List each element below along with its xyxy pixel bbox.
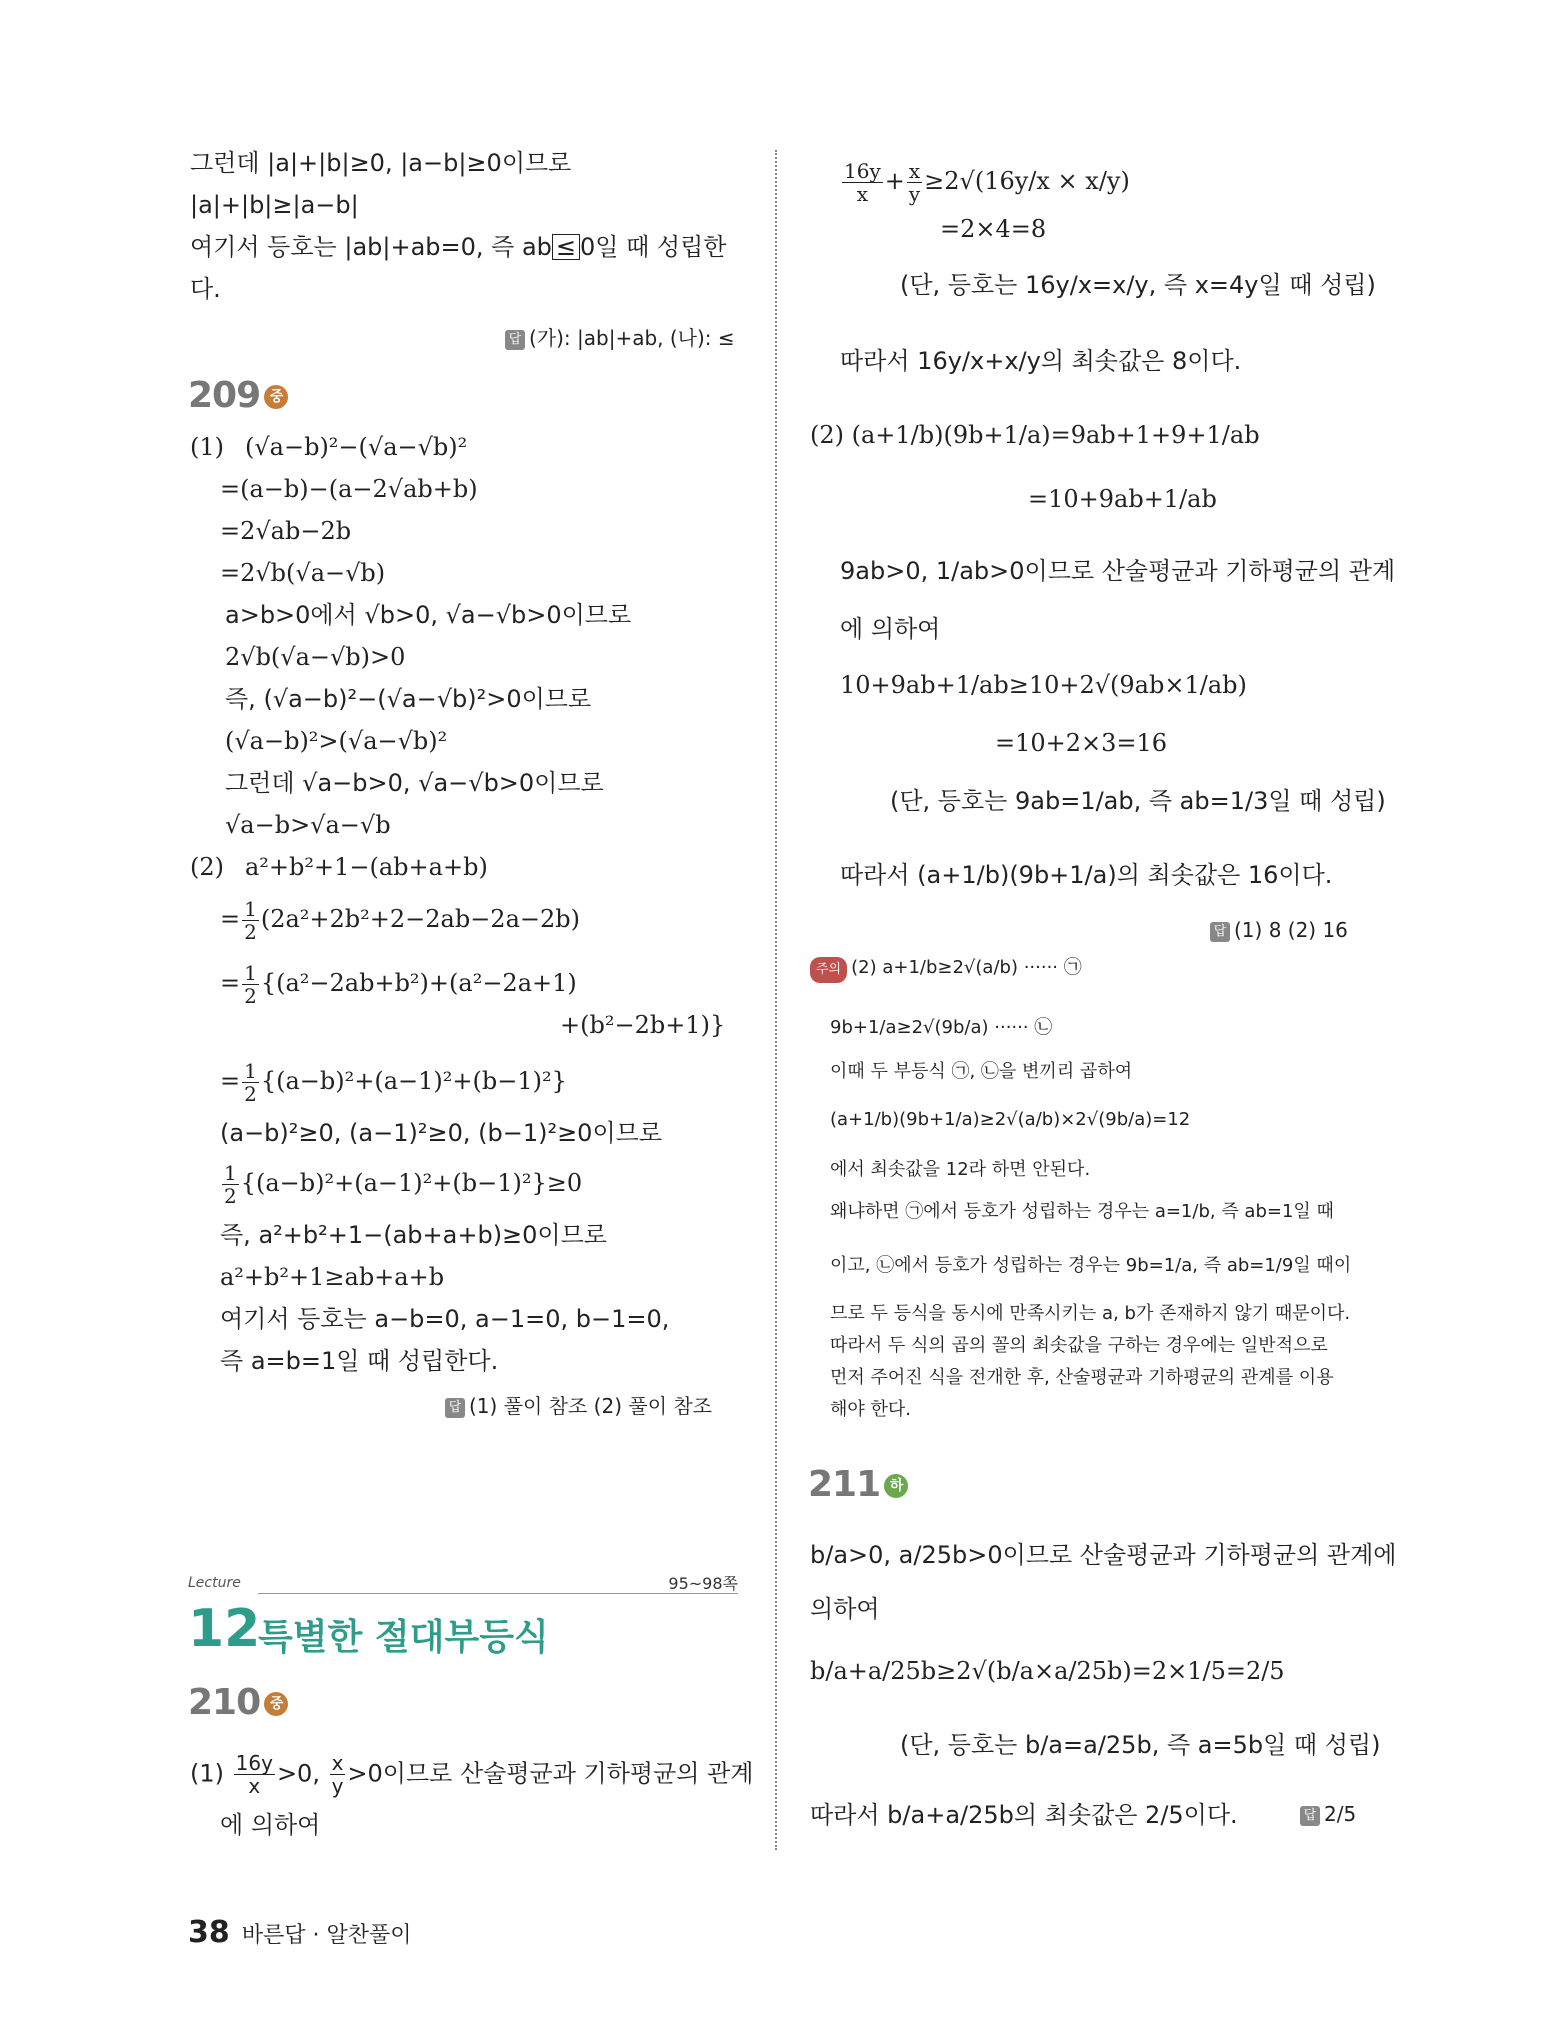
expr: {(a−b)²+(a−1)²+(b−1)²}≥0 xyxy=(240,1169,583,1197)
answer-210-text: (1) 8 (2) 16 xyxy=(1234,918,1348,942)
r-line-1: $\frac{16y}{x}$ + $\frac{x}{y}$ ≥2√(16y/x × x/y) xyxy=(844,159,1130,206)
p210-line-2: 에 의하여 xyxy=(220,1811,321,1839)
part-1-label: (1) xyxy=(190,433,224,461)
level-badge: 하 xyxy=(884,1474,908,1498)
lecture-label: Lecture xyxy=(188,1575,241,1591)
denominator: 2 xyxy=(244,1082,257,1106)
numerator: x xyxy=(907,160,922,183)
intro-line-3a: 여기서 등호는 |ab|+ab=0, 즉 ab xyxy=(190,233,552,261)
caution-line-3: 이때 두 부등식 ㉠, ㉡을 변끼리 곱하여 xyxy=(830,1061,1133,1082)
intro-line-2: |a|+|b|≥|a−b| xyxy=(190,191,359,219)
eq-209-2: =(a−b)−(a−2√ab+b) xyxy=(220,475,478,503)
caution-line-7: 이고, ㉡에서 등호가 성립하는 경우는 9b=1/a, 즉 ab=1/9일 때이 xyxy=(830,1255,1352,1276)
p210-text-2: >0이므로 산술평균과 기하평균의 관계 xyxy=(347,1759,754,1788)
lecture-rule xyxy=(258,1593,738,1594)
eq-209-p2-6: (a−b)²≥0, (a−1)²≥0, (b−1)²≥0이므로 xyxy=(220,1119,662,1147)
denominator: y xyxy=(908,182,921,206)
p210-text-1: >0, xyxy=(276,1759,328,1788)
caution-line-10: 먼저 주어진 식을 전개한 후, 산술평균과 기하평균의 관계를 이용 xyxy=(830,1367,1334,1388)
r-line-2: =2×4=8 xyxy=(940,215,1047,243)
caution-line-4: (a+1/b)(9b+1/a)≥2√(a/b)×2√(9b/a)=12 xyxy=(830,1109,1191,1130)
r-line-4: 따라서 16y/x+x/y의 최솟값은 8이다. xyxy=(840,347,1242,375)
numerator: 16y xyxy=(844,159,881,183)
r-line-5: (2) (a+1/b)(9b+1/a)=9ab+1+9+1/ab xyxy=(810,421,1260,449)
eq-209-p2-1: a²+b²+1−(ab+a+b) xyxy=(245,853,488,881)
book-name: 바른답 · 알찬풀이 xyxy=(241,1923,412,1948)
page-number: 38 xyxy=(188,1915,230,1950)
denominator: y xyxy=(331,1774,344,1798)
eq-209-p2-7 xyxy=(220,1162,582,1207)
expr: (2a²+2b²+2−2ab−2a−2b) xyxy=(260,905,580,933)
answer-icon: 답 xyxy=(445,1398,465,1418)
equals-sign: = xyxy=(220,969,241,997)
r-line-9: 10+9ab+1/ab≥10+2√(9ab×1/ab) xyxy=(840,671,1247,699)
s-line-2: 의하여 xyxy=(810,1595,880,1623)
caution-text-1: (2) a+1/b≥2√(a/b) ······ ㉠ xyxy=(851,957,1082,978)
answer-210 xyxy=(1210,918,1348,942)
caution-tag: 주의 xyxy=(810,957,847,983)
numerator: 1 xyxy=(244,961,257,985)
fraction-x-y xyxy=(907,160,922,205)
numerator: 16y xyxy=(235,1751,273,1775)
lecture-number: 12 xyxy=(188,1599,261,1659)
eq-209-p2-9: a²+b²+1≥ab+a+b xyxy=(220,1263,445,1291)
p210-line-1 xyxy=(190,1752,753,1797)
fraction-16y-x xyxy=(234,1752,275,1797)
r-line-7: 9ab>0, 1/ab>0이므로 산술평균과 기하평균의 관계 xyxy=(840,557,1396,585)
eq-209-9: 그런데 √a−b>0, √a−√b>0이므로 xyxy=(225,769,604,797)
intro-line-4: 다. xyxy=(190,275,221,303)
eq-209-1: (√a−b)²−(√a−√b)² xyxy=(245,433,468,461)
denominator: 2 xyxy=(224,1184,237,1208)
numerator: 1 xyxy=(244,897,257,921)
answer-211 xyxy=(1300,1802,1356,1826)
r-line-6: =10+9ab+1/ab xyxy=(1028,485,1217,513)
caution-line-6: 왜냐하면 ㉠에서 등호가 성립하는 경우는 a=1/b, 즉 ab=1일 때 xyxy=(830,1201,1334,1222)
answer-icon: 답 xyxy=(1300,1806,1320,1826)
eq-209-p2-11: 즉 a=b=1일 때 성립한다. xyxy=(220,1347,499,1375)
lecture-title: 특별한 절대부등식 xyxy=(258,1617,549,1658)
eq-209-p2-10: 여기서 등호는 a−b=0, a−1=0, b−1=0, xyxy=(220,1305,670,1333)
fraction-half xyxy=(242,898,259,943)
part-2-label: (2) xyxy=(190,853,224,881)
s-line-4: (단, 등호는 b/a=a/25b, 즉 a=5b일 때 성립) xyxy=(900,1731,1381,1759)
problem-210-number xyxy=(188,1682,288,1723)
r-line-3: (단, 등호는 16y/x=x/y, 즉 x=4y일 때 성립) xyxy=(900,271,1376,299)
intro-line-1: 그런데 |a|+|b|≥0, |a−b|≥0이므로 xyxy=(190,149,572,177)
eq-209-p2-4: +(b²−2b+1)} xyxy=(560,1011,726,1039)
s-line-5: 따라서 b/a+a/25b의 최솟값은 2/5이다. xyxy=(810,1801,1238,1829)
denominator: x xyxy=(248,1774,261,1798)
caution-line-11: 해야 한다. xyxy=(830,1399,911,1420)
answer-208 xyxy=(505,322,735,351)
level-badge: 중 xyxy=(264,385,288,409)
expr: {(a−b)²+(a−1)²+(b−1)²} xyxy=(260,1067,567,1095)
equals-sign: = xyxy=(220,1067,241,1095)
eq-209-6: 2√b(√a−√b)>0 xyxy=(225,643,406,671)
answer-icon: 답 xyxy=(1210,922,1230,942)
intro-line-3b: 0일 때 성립한 xyxy=(580,233,727,261)
problem-210-label: 210 xyxy=(188,1682,261,1723)
fraction-half xyxy=(242,962,259,1007)
page-footer xyxy=(188,1915,412,1950)
fraction-x-y xyxy=(330,1752,346,1797)
caution-line-2: 9b+1/a≥2√(9b/a) ······ ㉡ xyxy=(830,1017,1053,1038)
answer-211-text: 2/5 xyxy=(1324,1802,1357,1826)
answer-208-text: (가): |ab|+ab, (나): ≤ xyxy=(529,326,735,350)
eq-209-p2-8: 즉, a²+b²+1−(ab+a+b)≥0이므로 xyxy=(220,1221,607,1249)
denominator: 2 xyxy=(244,920,257,944)
denominator: x xyxy=(856,182,869,206)
equals-sign: = xyxy=(220,905,241,933)
s-line-1: b/a>0, a/25b>0이므로 산술평균과 기하평균의 관계에 xyxy=(810,1541,1397,1569)
column-divider xyxy=(775,150,777,1850)
s-line-3: b/a+a/25b≥2√(b/a×a/25b)=2×1/5=2/5 xyxy=(810,1657,1285,1685)
eq-209-p2-5 xyxy=(220,1060,567,1105)
answer-209 xyxy=(445,1390,712,1419)
r-line-11: (단, 등호는 9ab=1/ab, 즉 ab=1/3일 때 성립) xyxy=(890,787,1386,815)
part-1-label: (1) xyxy=(190,1759,224,1788)
boxed-symbol: ≤ xyxy=(552,234,580,260)
fraction-half xyxy=(222,1162,239,1207)
eq-209-3: =2√ab−2b xyxy=(220,517,352,545)
denominator: 2 xyxy=(244,984,257,1008)
r-line-12: 따라서 (a+1/b)(9b+1/a)의 최솟값은 16이다. xyxy=(840,861,1333,889)
problem-211-label: 211 xyxy=(808,1464,881,1505)
r-line-1-expr: ≥2√(16y/x × x/y) xyxy=(924,167,1130,195)
eq-209-8: (√a−b)²>(√a−√b)² xyxy=(225,727,448,755)
caution-line-1 xyxy=(810,956,1082,983)
problem-211-number xyxy=(808,1464,908,1505)
eq-209-7: 즉, (√a−b)²−(√a−√b)²>0이므로 xyxy=(225,685,592,713)
eq-209-p2-3 xyxy=(220,962,577,1007)
caution-line-5: 에서 최솟값을 12라 하면 안된다. xyxy=(830,1159,1091,1180)
fraction-16y-x xyxy=(842,160,883,205)
answer-209-text: (1) 풀이 참조 (2) 풀이 참조 xyxy=(469,1394,713,1418)
fraction-half xyxy=(242,1060,259,1105)
eq-209-5: a>b>0에서 √b>0, √a−√b>0이므로 xyxy=(225,601,632,629)
answer-icon: 답 xyxy=(505,330,525,350)
lecture-pages: 95~98쪽 xyxy=(668,1574,738,1593)
caution-line-9: 따라서 두 식의 곱의 꼴의 최솟값을 구하는 경우에는 일반적으로 xyxy=(830,1335,1328,1356)
caution-line-8: 므로 두 등식을 동시에 만족시키는 a, b가 존재하지 않기 때문이다. xyxy=(830,1303,1351,1324)
numerator: 1 xyxy=(224,1161,237,1185)
problem-209-number xyxy=(188,375,288,416)
r-line-10: =10+2×3=16 xyxy=(995,729,1168,757)
eq-209-4: =2√b(√a−√b) xyxy=(220,559,386,587)
numerator: 1 xyxy=(244,1059,257,1083)
level-badge: 중 xyxy=(264,1692,288,1716)
intro-line-3 xyxy=(190,232,726,262)
expr: {(a²−2ab+b²)+(a²−2a+1) xyxy=(260,969,577,997)
problem-209-label: 209 xyxy=(188,375,261,416)
eq-209-p2-2 xyxy=(220,898,580,943)
eq-209-10: √a−b>√a−√b xyxy=(225,811,391,839)
r-line-8: 에 의하여 xyxy=(840,615,941,643)
numerator: x xyxy=(331,1751,344,1775)
